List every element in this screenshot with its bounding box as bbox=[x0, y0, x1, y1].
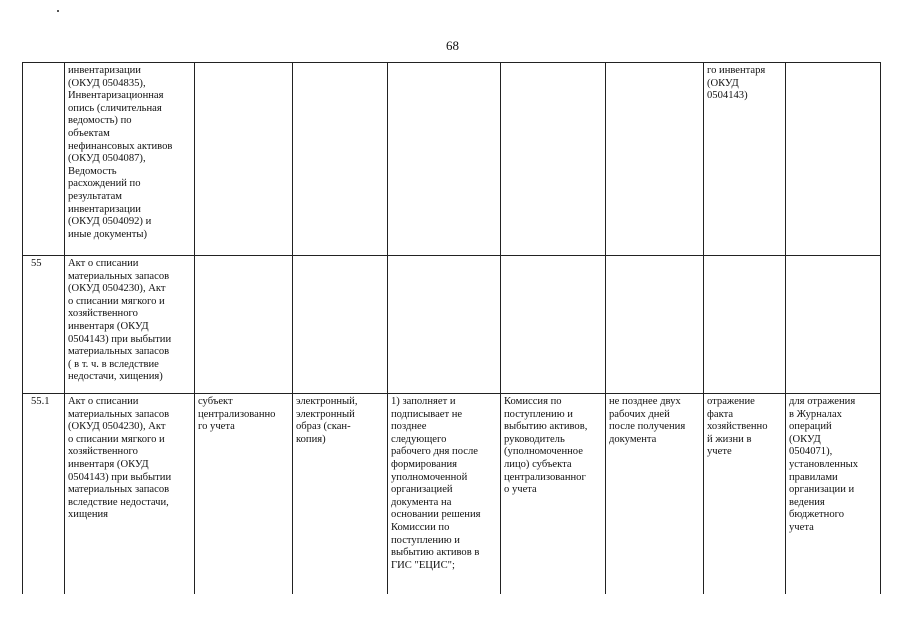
deadline-cell bbox=[606, 63, 704, 256]
table-row bbox=[23, 394, 881, 594]
form-cell bbox=[293, 256, 388, 394]
procedure-cell bbox=[388, 256, 501, 394]
document-name-cell: Акт о списании материальных запасов (ОКУД 0504230), Акт о списании мягкого и хозяйственного инвентаря (ОКУД 0504143) при выбытии материальных запасов ( в т. ч. в вследствие недостачи, хищения) bbox=[65, 256, 195, 394]
table-row bbox=[23, 63, 881, 256]
row-number-cell bbox=[23, 63, 65, 256]
purpose-cell bbox=[786, 256, 881, 394]
document-name-cell: Акт о списании материальных запасов (ОКУД 0504230), Акт о списании мягкого и хозяйственного инвентаря (ОКУД 0504143) при выбытии материальных запасов вследствие недостачи, хищения bbox=[65, 394, 195, 594]
creator-cell: субъект централизованно го учета bbox=[195, 394, 293, 594]
signer-cell: Комиссия по поступлению и выбытию активов, руководитель (уполномоченное лицо) субъекта централизованног о учета bbox=[501, 394, 606, 594]
procedure-cell: 1) заполняет и подписывает не позднее следующего рабочего дня после формирования уполномоченной организацией документа на основании решения Комиссии по поступлению и выбытию активов в ГИС "ЕЦИС"; bbox=[388, 394, 501, 594]
deadline-cell: не позднее двух рабочих дней после получения документа bbox=[606, 394, 704, 594]
purpose-cell bbox=[786, 63, 881, 256]
page-number: 68 bbox=[446, 38, 459, 53]
reflection-cell: го инвентаря (ОКУД 0504143) bbox=[704, 63, 786, 256]
row-number-cell: 55 bbox=[23, 256, 65, 394]
creator-cell bbox=[195, 63, 293, 256]
reflection-cell: отражение факта хозяйственно й жизни в учете bbox=[704, 394, 786, 594]
purpose-cell: для отражения в Журналах операций (ОКУД 0504071), установленных правилами организации и ведения бюджетного учета bbox=[786, 394, 881, 594]
form-cell: электронный, электронный образ (скан- копия) bbox=[293, 394, 388, 594]
signer-cell bbox=[501, 256, 606, 394]
procedure-cell bbox=[388, 63, 501, 256]
deadline-cell bbox=[606, 256, 704, 394]
document-table bbox=[22, 62, 881, 594]
row-number-cell: 55.1 bbox=[23, 394, 65, 594]
table-row bbox=[23, 256, 881, 394]
signer-cell bbox=[501, 63, 606, 256]
form-cell bbox=[293, 63, 388, 256]
document-name-cell: инвентаризации (ОКУД 0504835), Инвентаризационная опись (сличительная ведомость) по объектам нефинансовых активов (ОКУД 0504087), Ведомость расхождений по результатам инвентаризации (ОКУД 0504092) и иные документы) bbox=[65, 63, 195, 256]
scan-speck bbox=[57, 10, 59, 12]
reflection-cell bbox=[704, 256, 786, 394]
creator-cell bbox=[195, 256, 293, 394]
